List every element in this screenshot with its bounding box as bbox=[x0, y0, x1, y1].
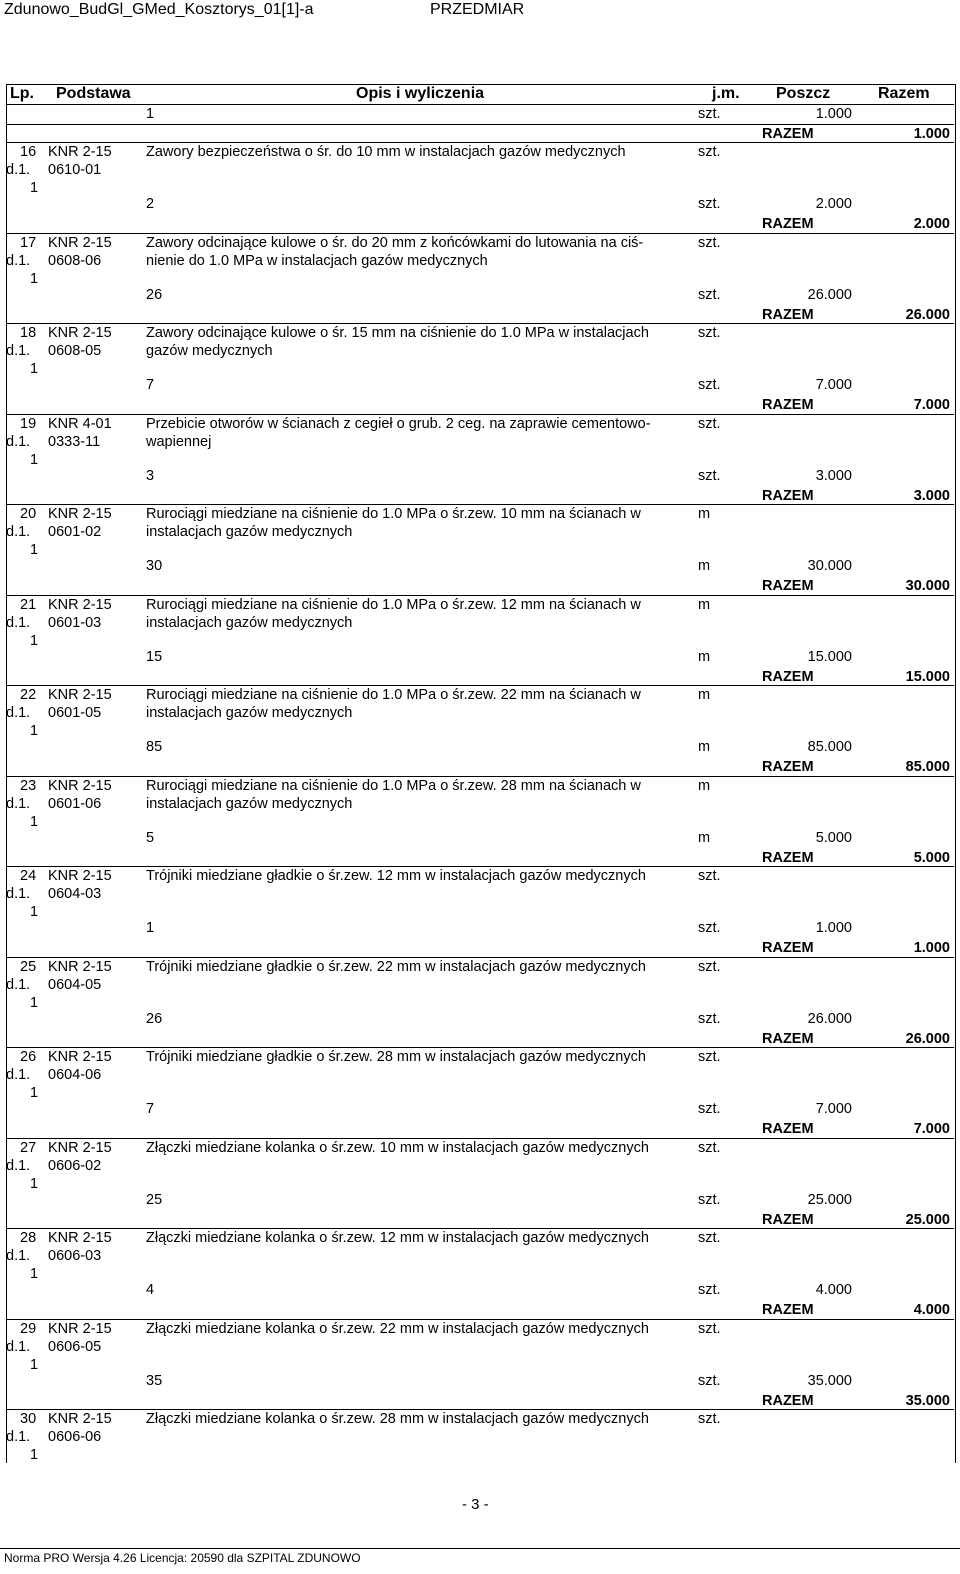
item-jm: szt. bbox=[698, 1230, 721, 1246]
item-qty: 30 bbox=[146, 558, 163, 574]
item-razem-value: 3.000 bbox=[913, 488, 950, 504]
item-code: 0608-06 bbox=[48, 253, 102, 269]
item-d: d.1. bbox=[6, 886, 31, 902]
item-catalog: KNR 2-15 bbox=[48, 235, 112, 251]
item-razem-label: RAZEM bbox=[762, 669, 814, 685]
item-qty: 7 bbox=[146, 1101, 155, 1117]
top-unit: szt. bbox=[698, 106, 721, 122]
item-code: 0606-05 bbox=[48, 1339, 102, 1355]
item-one: 1 bbox=[30, 1447, 39, 1463]
item-description: Rurociągi miedziane na ciśnienie do 1.0 MPa o śr.zew. 12 mm na ścianach w bbox=[146, 597, 641, 613]
item-one: 1 bbox=[30, 542, 39, 558]
item-catalog: KNR 2-15 bbox=[48, 778, 112, 794]
item-d: d.1. bbox=[6, 705, 31, 721]
col-header-jm: j.m. bbox=[712, 85, 740, 102]
item-poszcz: 26.000 bbox=[807, 287, 852, 303]
item-description: Trójniki miedziane gładkie o śr.zew. 22 mm w instalacjach gazów medycznych bbox=[146, 959, 646, 975]
item-d: d.1. bbox=[6, 615, 31, 631]
page-number: - 3 - bbox=[462, 1496, 489, 1513]
item-poszcz: 25.000 bbox=[807, 1192, 852, 1208]
item-catalog: KNR 2-15 bbox=[48, 1140, 112, 1156]
item-description: Przebicie otworów w ścianach z cegieł o grub. 2 ceg. na zaprawie cementowo- bbox=[146, 416, 651, 432]
item-poszcz: 4.000 bbox=[815, 1282, 852, 1298]
item-one: 1 bbox=[30, 904, 39, 920]
item-code: 0333-11 bbox=[48, 434, 101, 450]
item-one: 1 bbox=[30, 723, 39, 739]
item-one: 1 bbox=[30, 1085, 39, 1101]
document-filename: Zdunowo_BudGl_GMed_Kosztorys_01[1]-a bbox=[4, 1, 314, 18]
item-unit: szt. bbox=[698, 1192, 721, 1208]
item-description: Złączki miedziane kolanka o śr.zew. 22 mm w instalacjach gazów medycznych bbox=[146, 1321, 649, 1337]
item-lp: 24 bbox=[20, 868, 37, 884]
item-qty: 2 bbox=[146, 196, 155, 212]
footer-divider bbox=[0, 1548, 960, 1549]
item-description: Rurociągi miedziane na ciśnienie do 1.0 MPa o śr.zew. 22 mm na ścianach w bbox=[146, 687, 641, 703]
col-header-poszcz: Poszcz bbox=[776, 85, 831, 102]
item-qty: 85 bbox=[146, 739, 163, 755]
item-razem-label: RAZEM bbox=[762, 216, 814, 232]
item-razem-value: 30.000 bbox=[905, 578, 950, 594]
item-poszcz: 5.000 bbox=[815, 830, 852, 846]
item-lp: 19 bbox=[20, 416, 37, 432]
item-one: 1 bbox=[30, 361, 39, 377]
item-qty: 1 bbox=[146, 920, 155, 936]
item-razem-value: 5.000 bbox=[913, 850, 950, 866]
item-poszcz: 30.000 bbox=[807, 558, 852, 574]
item-code: 0601-03 bbox=[48, 615, 102, 631]
item-jm: m bbox=[698, 506, 711, 522]
item-lp: 30 bbox=[20, 1411, 37, 1427]
item-catalog: KNR 2-15 bbox=[48, 1049, 112, 1065]
item-jm: szt. bbox=[698, 1321, 721, 1337]
item-description: Złączki miedziane kolanka o śr.zew. 28 mm w instalacjach gazów medycznych bbox=[146, 1411, 649, 1427]
item-qty: 35 bbox=[146, 1373, 163, 1389]
item-code: 0610-01 bbox=[48, 162, 102, 178]
item-poszcz: 1.000 bbox=[815, 920, 852, 936]
item-jm: m bbox=[698, 778, 711, 794]
item-razem-label: RAZEM bbox=[762, 1121, 814, 1137]
item-code: 0604-05 bbox=[48, 977, 102, 993]
item-unit: szt. bbox=[698, 1373, 721, 1389]
item-poszcz: 2.000 bbox=[815, 196, 852, 212]
item-razem-label: RAZEM bbox=[762, 1302, 814, 1318]
item-razem-label: RAZEM bbox=[762, 1031, 814, 1047]
item-poszcz: 7.000 bbox=[815, 377, 852, 393]
item-description: Rurociągi miedziane na ciśnienie do 1.0 MPa o śr.zew. 28 mm na ścianach w bbox=[146, 778, 641, 794]
item-qty: 25 bbox=[146, 1192, 163, 1208]
item-razem-label: RAZEM bbox=[762, 578, 814, 594]
item-one: 1 bbox=[30, 1357, 39, 1373]
item-unit: m bbox=[698, 830, 711, 846]
item-catalog: KNR 2-15 bbox=[48, 1230, 112, 1246]
item-description: Trójniki miedziane gładkie o śr.zew. 28 mm w instalacjach gazów medycznych bbox=[146, 1049, 646, 1065]
item-razem-value: 26.000 bbox=[905, 1031, 950, 1047]
item-jm: szt. bbox=[698, 144, 721, 160]
item-d: d.1. bbox=[6, 1339, 31, 1355]
item-qty: 4 bbox=[146, 1282, 155, 1298]
item-one: 1 bbox=[30, 633, 39, 649]
item-d: d.1. bbox=[6, 162, 31, 178]
item-razem-value: 7.000 bbox=[913, 1121, 950, 1137]
item-unit: szt. bbox=[698, 1282, 721, 1298]
item-description: Trójniki miedziane gładkie o śr.zew. 12 mm w instalacjach gazów medycznych bbox=[146, 868, 646, 884]
item-lp: 22 bbox=[20, 687, 37, 703]
item-jm: szt. bbox=[698, 1411, 721, 1427]
item-d: d.1. bbox=[6, 524, 31, 540]
item-razem-value: 15.000 bbox=[905, 669, 950, 685]
item-razem-label: RAZEM bbox=[762, 1212, 814, 1228]
item-description: Rurociągi miedziane na ciśnienie do 1.0 MPa o śr.zew. 10 mm na ścianach w bbox=[146, 506, 641, 522]
item-catalog: KNR 2-15 bbox=[48, 959, 112, 975]
item-razem-value: 26.000 bbox=[905, 307, 950, 323]
item-code: 0604-06 bbox=[48, 1067, 102, 1083]
top-razem-label: RAZEM bbox=[762, 126, 814, 142]
item-razem-label: RAZEM bbox=[762, 940, 814, 956]
item-description: Zawory bezpieczeństwa o śr. do 10 mm w instalacjach gazów medycznych bbox=[146, 144, 626, 160]
item-qty: 15 bbox=[146, 649, 163, 665]
item-code: 0606-03 bbox=[48, 1248, 102, 1264]
col-header-razem: Razem bbox=[878, 85, 930, 102]
item-poszcz: 26.000 bbox=[807, 1011, 852, 1027]
item-unit: m bbox=[698, 649, 711, 665]
item-description: Zawory odcinające kulowe o śr. 15 mm na ciśnienie do 1.0 MPa w instalacjach bbox=[146, 325, 649, 341]
item-jm: szt. bbox=[698, 325, 721, 341]
item-lp: 29 bbox=[20, 1321, 37, 1337]
item-razem-value: 35.000 bbox=[905, 1393, 950, 1409]
item-catalog: KNR 2-15 bbox=[48, 597, 112, 613]
item-razem-value: 25.000 bbox=[905, 1212, 950, 1228]
item-razem-label: RAZEM bbox=[762, 397, 814, 413]
item-lp: 17 bbox=[20, 235, 37, 251]
item-qty: 3 bbox=[146, 468, 155, 484]
item-d: d.1. bbox=[6, 1248, 31, 1264]
item-jm: m bbox=[698, 687, 711, 703]
item-unit: szt. bbox=[698, 1101, 721, 1117]
item-poszcz: 7.000 bbox=[815, 1101, 852, 1117]
row-divider bbox=[6, 124, 954, 125]
item-d: d.1. bbox=[6, 343, 31, 359]
item-catalog: KNR 2-15 bbox=[48, 325, 112, 341]
col-header-podstawa: Podstawa bbox=[56, 85, 131, 102]
item-jm: m bbox=[698, 597, 711, 613]
item-description: instalacjach gazów medycznych bbox=[146, 615, 353, 631]
item-lp: 28 bbox=[20, 1230, 37, 1246]
item-unit: szt. bbox=[698, 196, 721, 212]
item-code: 0606-06 bbox=[48, 1429, 102, 1445]
item-unit: m bbox=[698, 739, 711, 755]
item-code: 0601-05 bbox=[48, 705, 102, 721]
item-description: nienie do 1.0 MPa w instalacjach gazów medycznych bbox=[146, 253, 488, 269]
item-catalog: KNR 4-01 bbox=[48, 416, 112, 432]
item-unit: szt. bbox=[698, 468, 721, 484]
item-d: d.1. bbox=[6, 1429, 31, 1445]
item-d: d.1. bbox=[6, 434, 31, 450]
item-d: d.1. bbox=[6, 796, 31, 812]
item-code: 0606-02 bbox=[48, 1158, 102, 1174]
item-jm: szt. bbox=[698, 868, 721, 884]
item-d: d.1. bbox=[6, 1158, 31, 1174]
item-code: 0601-02 bbox=[48, 524, 102, 540]
item-catalog: KNR 2-15 bbox=[48, 1321, 112, 1337]
item-catalog: KNR 2-15 bbox=[48, 868, 112, 884]
item-description: instalacjach gazów medycznych bbox=[146, 796, 353, 812]
top-razem-value: 1.000 bbox=[913, 126, 950, 142]
item-jm: szt. bbox=[698, 1140, 721, 1156]
item-lp: 16 bbox=[20, 144, 37, 160]
item-qty: 5 bbox=[146, 830, 155, 846]
item-d: d.1. bbox=[6, 1067, 31, 1083]
item-catalog: KNR 2-15 bbox=[48, 506, 112, 522]
item-lp: 20 bbox=[20, 506, 37, 522]
item-poszcz: 15.000 bbox=[807, 649, 852, 665]
col-header-opis: Opis i wyliczenia bbox=[356, 85, 485, 102]
item-razem-label: RAZEM bbox=[762, 759, 814, 775]
item-unit: szt. bbox=[698, 920, 721, 936]
item-description: Złączki miedziane kolanka o śr.zew. 10 mm w instalacjach gazów medycznych bbox=[146, 1140, 649, 1156]
col-header-lp: Lp. bbox=[10, 85, 34, 102]
item-one: 1 bbox=[30, 452, 39, 468]
item-description: Zawory odcinające kulowe o śr. do 20 mm z końcówkami do lutowania na ciś- bbox=[146, 235, 644, 251]
item-description: Złączki miedziane kolanka o śr.zew. 12 mm w instalacjach gazów medycznych bbox=[146, 1230, 649, 1246]
item-one: 1 bbox=[30, 180, 39, 196]
document-title: PRZEDMIAR bbox=[430, 1, 525, 18]
item-razem-value: 1.000 bbox=[913, 940, 950, 956]
item-description: instalacjach gazów medycznych bbox=[146, 705, 353, 721]
item-lp: 21 bbox=[20, 597, 37, 613]
item-razem-label: RAZEM bbox=[762, 1393, 814, 1409]
top-poszcz: 1.000 bbox=[815, 106, 852, 122]
item-lp: 26 bbox=[20, 1049, 37, 1065]
item-lp: 27 bbox=[20, 1140, 37, 1156]
item-qty: 26 bbox=[146, 1011, 163, 1027]
item-one: 1 bbox=[30, 995, 39, 1011]
item-lp: 23 bbox=[20, 778, 37, 794]
item-code: 0604-03 bbox=[48, 886, 102, 902]
item-catalog: KNR 2-15 bbox=[48, 687, 112, 703]
item-razem-value: 85.000 bbox=[905, 759, 950, 775]
item-razem-label: RAZEM bbox=[762, 850, 814, 866]
item-qty: 26 bbox=[146, 287, 163, 303]
item-razem-label: RAZEM bbox=[762, 488, 814, 504]
footer-license: Norma PRO Wersja 4.26 Licencja: 20590 dla SZPITAL ZDUNOWO bbox=[4, 1551, 361, 1565]
item-d: d.1. bbox=[6, 977, 31, 993]
item-jm: szt. bbox=[698, 1049, 721, 1065]
item-unit: m bbox=[698, 558, 711, 574]
item-jm: szt. bbox=[698, 235, 721, 251]
item-description: gazów medycznych bbox=[146, 343, 273, 359]
header-divider bbox=[6, 104, 954, 105]
item-one: 1 bbox=[30, 1266, 39, 1282]
item-d: d.1. bbox=[6, 253, 31, 269]
item-qty: 7 bbox=[146, 377, 155, 393]
item-jm: szt. bbox=[698, 959, 721, 975]
item-code: 0608-05 bbox=[48, 343, 102, 359]
item-description: instalacjach gazów medycznych bbox=[146, 524, 353, 540]
item-poszcz: 3.000 bbox=[815, 468, 852, 484]
item-one: 1 bbox=[30, 814, 39, 830]
item-razem-value: 4.000 bbox=[913, 1302, 950, 1318]
item-poszcz: 85.000 bbox=[807, 739, 852, 755]
item-lp: 25 bbox=[20, 959, 37, 975]
item-jm: szt. bbox=[698, 416, 721, 432]
item-unit: szt. bbox=[698, 287, 721, 303]
item-razem-value: 7.000 bbox=[913, 397, 950, 413]
item-one: 1 bbox=[30, 1176, 39, 1192]
item-razem-label: RAZEM bbox=[762, 307, 814, 323]
item-catalog: KNR 2-15 bbox=[48, 144, 112, 160]
item-one: 1 bbox=[30, 271, 39, 287]
item-unit: szt. bbox=[698, 1011, 721, 1027]
item-lp: 18 bbox=[20, 325, 37, 341]
top-qty: 1 bbox=[146, 106, 155, 122]
item-description: wapiennej bbox=[146, 434, 212, 450]
item-code: 0601-06 bbox=[48, 796, 102, 812]
item-razem-value: 2.000 bbox=[913, 216, 950, 232]
item-poszcz: 35.000 bbox=[807, 1373, 852, 1389]
item-catalog: KNR 2-15 bbox=[48, 1411, 112, 1427]
item-unit: szt. bbox=[698, 377, 721, 393]
